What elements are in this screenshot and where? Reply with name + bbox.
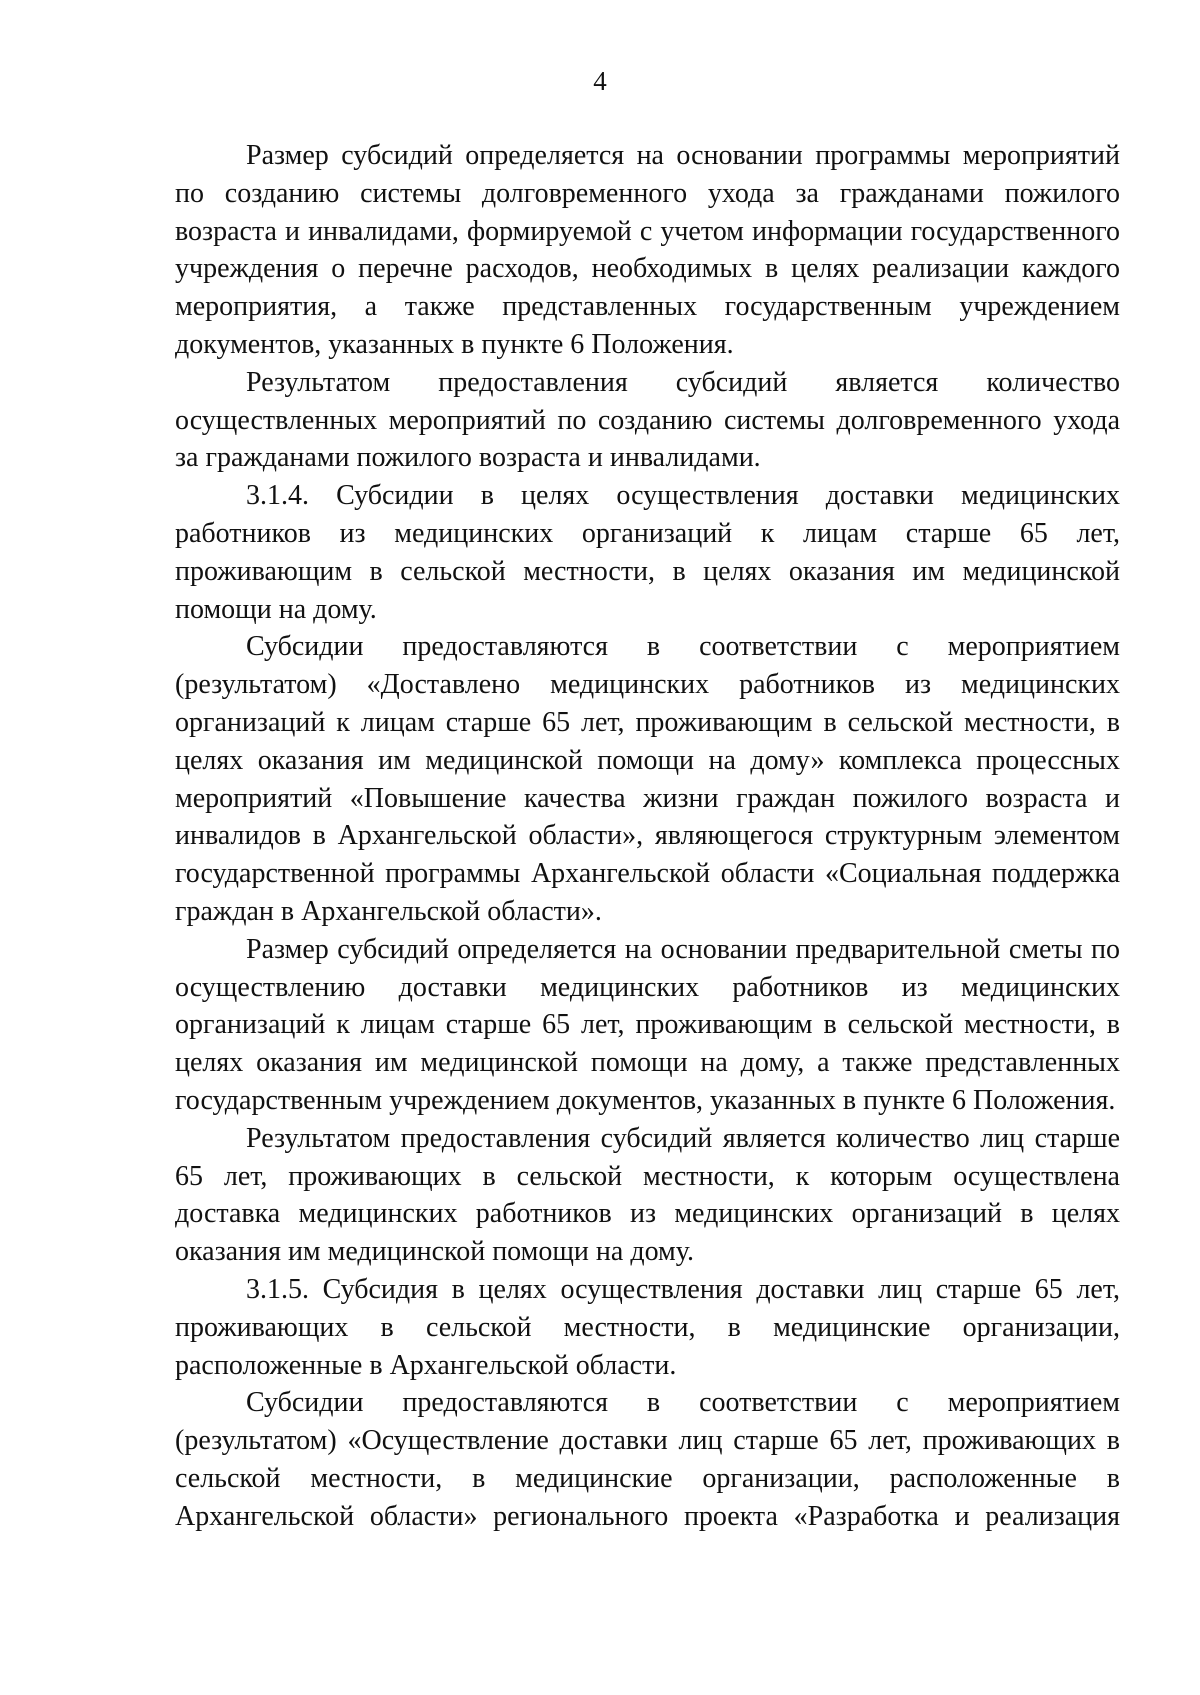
paragraph-3-1-5-provision: Субсидии предоставляются в соответствии с мероприятием (результатом) «Осуществление доставки лиц старше 65 лет, проживающих в сельской местности, в медицинские организации, расположенные в Архангельской области» регионального проекта «Разработка и реализация [175,1387,1120,1532]
paragraph-3-1-4-provision: Субсидии предоставляются в соответствии с мероприятием (результатом) «Доставлено медицинских работников из медицинских организаций к лицам старше 65 лет, проживающим в сельской местности, в целях оказания им медицинской помощи на дому» комплекса процессных мероприятий «Повышение качества жизни граждан пожилого возраста и инвалидов в Архангельской области», являющегося структурным элементом государственной программы Архангельской области «Социальная поддержка граждан в Архангельской области». [175,631,1120,927]
paragraph-3-1-4-result: Результатом предоставления субсидий является количество лиц старше 65 лет, проживающих в сельской местности, к которым осуществлена доставка медицинских работников из медицинских организаций в целях оказания им медицинской помощи на дому. [175,1122,1120,1268]
document-body [175,137,1120,1535]
paragraph-3-1-4-size: Размер субсидий определяется на основании предварительной сметы по осуществлению доставки медицинских работников из медицинских организаций к лицам старше 65 лет, проживающим в сельской местности, в целях оказания им медицинской помощи на дому, а также представленных государственным учреждением документов, указанных в пункте 6 Положения. [175,933,1120,1116]
paragraph-3-1-5-heading: 3.1.5. Субсидия в целях осуществления доставки лиц старше 65 лет, проживающих в сельской местности, в медицинские организации, расположенные в Архангельской области. [175,1273,1120,1381]
page-number: 4 [593,66,607,96]
paragraph-subsidy-result: Результатом предоставления субсидий является количество осуществленных мероприятий по созданию системы долговременного ухода за гражданами пожилого возраста и инвалидами. [175,366,1120,474]
paragraph-subsidy-size: Размер субсидий определяется на основании программы мероприятий по созданию системы долговременного ухода за гражданами пожилого возраста и инвалидами, формируемой с учетом информации государственного учреждения о перечне расходов, необходимых в целях реализации каждого мероприятия, а также представленных государственным учреждением документов, указанных в пункте 6 Положения. [175,140,1120,360]
paragraph-3-1-4-heading: 3.1.4. Субсидии в целях осуществления доставки медицинских работников из медицинских организаций к лицам старше 65 лет, проживающим в сельской местности, в целях оказания им медицинской помощи на дому. [175,480,1120,625]
